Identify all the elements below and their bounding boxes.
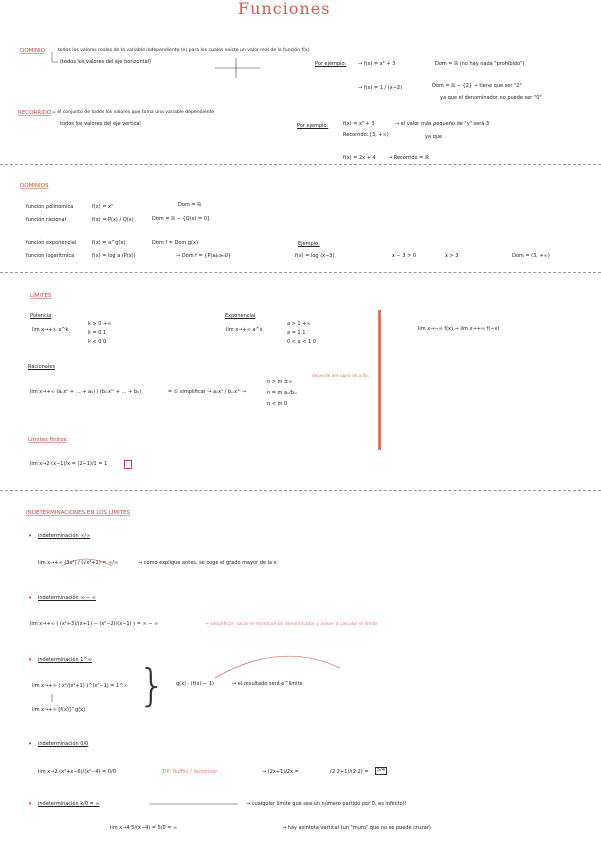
dominio-row-function: f(x) = log a (P(x)) xyxy=(92,253,136,259)
dominios-example: f(x) = log (x−3) xyxy=(295,253,335,259)
indeterminacion-tip: TIP: Ruffini / factorizar xyxy=(162,769,218,775)
recorrido-range-2: → Recorrido = ℝ xyxy=(388,155,429,161)
dominio-line1: todos los valores reales de la variable independiente (x) para los cuales existe un valor real de la función f(x) xyxy=(58,48,310,53)
dominios-example-step: x > 3 xyxy=(445,253,459,259)
indeterminacion-note-2: → hay asíntota vertical (un "muro" que no se puede cruzar) xyxy=(282,825,431,831)
racionales-case: n < m 0 xyxy=(267,401,288,407)
limites-finitos-label: Límites finitos xyxy=(28,437,67,443)
racionales-sign-note: depende del signo de aₙ/bₘ xyxy=(312,373,370,378)
potencia-case: k = 0 1 xyxy=(88,330,107,336)
bullet-icon: • xyxy=(28,594,33,602)
indeterminacion-expression-general: lim x→+∞ [f(x)]^g(x) xyxy=(32,707,86,713)
indeterminacion-step: (2·2+1)/(2·2) = xyxy=(330,769,369,775)
indeterminacion-note: → simplificar, sacar el mcm/común denominador y volver a calcular el límite xyxy=(205,622,378,627)
indeterminacion-label: indeterminación ∞/∞ xyxy=(38,533,91,539)
page-title: Funciones xyxy=(238,0,331,18)
indeterminacion-rule: g(x) · (f(x) − 1) xyxy=(176,681,214,687)
indeterminacion-note: → el resultado será e^limite xyxy=(232,681,303,687)
dominio-row-name: función logarítmica xyxy=(26,253,75,259)
dominio-heading: DOMINIO xyxy=(20,48,45,54)
recorrido-line1: = el conjunto de todos los valores que toma una variable dependiente xyxy=(52,110,215,115)
bullet-icon: • xyxy=(28,656,33,664)
dominio-row-domain: → Dom f = {P(x) > 0} xyxy=(176,253,232,259)
recorrido-example-1: f(x) = x² + 3 xyxy=(343,121,375,127)
indeterminacion-label: indeterminación ∞ − ∞ xyxy=(38,595,96,601)
dominio-example-2-note: ya que el denominador no puede ser "0" xyxy=(440,95,542,101)
recorrido-example-1-note: → el valor más pequeño de "y" será 3 xyxy=(395,121,490,127)
indeterminacion-note: → cualquier límite que sea un número partido por 0, es infinito!! xyxy=(246,801,407,807)
exponencial-case: a > 1 +∞ xyxy=(287,321,311,327)
indeterminacion-label: indeterminación 0/0 xyxy=(38,741,89,747)
indeterminacion-expression: lim x→2 (x²+x−6)/(x²−4) = 0/0 xyxy=(38,769,116,775)
racionales-label: Racionales xyxy=(28,364,55,370)
indeterminacion-note: → como explique antes, se coge el grado mayor de la x xyxy=(138,560,277,566)
bullet-icon: • xyxy=(28,532,33,540)
dominio-row-name: función racional xyxy=(26,217,66,223)
indeterminacion-result-box: 5/4 xyxy=(377,767,386,773)
exponencial-case: a = 1 1 xyxy=(287,330,306,336)
potencia-case: k < 0 0 xyxy=(88,339,107,345)
dominio-row-domain: Dom f = Dom g(x) xyxy=(152,240,198,246)
dominios-example-step: x − 3 > 0 xyxy=(392,253,417,259)
dominio-row-name: función exponencial xyxy=(26,240,77,246)
dominio-row-domain: Dom = ℝ xyxy=(178,202,202,208)
dominio-line2: (todos los valores del eje horizontal) xyxy=(60,59,151,65)
dominio-row-function: f(x) = a^g(x) xyxy=(92,240,126,246)
dominios-heading: DOMINIOS xyxy=(20,183,49,189)
limites-finitos-expression: lim x→2 (x−1)/x = (2−1)/1 = 1 xyxy=(30,461,108,467)
exponencial-case: 0 < a < 1 0 xyxy=(287,339,316,345)
indeterminacion-label: indeterminación 1^∞ xyxy=(38,657,92,663)
exponencial-label: Exponencial xyxy=(225,313,256,319)
dominio-example-1-dom: Dom = ℝ (no hay nada "prohibido") xyxy=(435,61,525,67)
dominios-example-label: Ejemplo: xyxy=(298,241,320,247)
dominio-example-1: → f(x) = x² + 3 xyxy=(358,61,396,67)
indeterminacion-expression: lim x→+∞ (3x²) / (√x²+1) = ∞/∞ xyxy=(38,560,119,566)
indeterminaciones-heading: INDETERMINACIONES EN LOS LÍMITES xyxy=(26,510,131,516)
potencia-label: Potencia xyxy=(30,313,52,319)
potencia-case: k > 0 +∞ xyxy=(88,321,112,327)
indeterminacion-expression: lim x→+∞ ( (x²+3)/(x+1) − (x²−2)/(x−1) ) = ∞ − ∞ xyxy=(30,621,159,627)
dominio-row-domain: Dom = ℝ − {Q(x) = 0} xyxy=(152,216,211,222)
negative-infinity-rule: lim x→−∞ f(x) → lim x→+∞ f(−x) xyxy=(418,326,500,332)
dominio-row-function: f(x) = x² xyxy=(92,204,113,210)
indeterminacion-expression: lim x→4 5/(x−4) = 5/0 = ∞ xyxy=(110,825,178,831)
dominio-example-2: → f(x) = 1 / (x−2) xyxy=(358,85,403,91)
recorrido-range-1-note: ya que xyxy=(425,134,443,140)
potencia-expression: lim x→+∞ x^k xyxy=(32,327,69,333)
recorrido-example-2: f(x) = 2x + 4 xyxy=(343,155,376,161)
indeterminacion-step: → (2x+1)/2x = xyxy=(262,769,299,775)
indeterminacion-label: indeterminación k/0 = ∞ xyxy=(38,801,100,807)
exponencial-expression: lim x→+∞ a^x xyxy=(226,327,263,333)
dominio-example-2-dom: Dom = ℝ − {2} → tiene que ser "2" xyxy=(432,83,522,89)
racionales-step: = ① simplificar → aₙxⁿ / bₘxᵐ → xyxy=(168,389,247,395)
limites-heading: LÍMITES xyxy=(30,293,52,299)
indeterminacion-expression: lim x→+∞ ( x²/(x²+1) )^(x²−1) = 1^∞ xyxy=(32,683,128,689)
dominio-row-function: f(x) = P(x) / Q(x) xyxy=(92,217,134,223)
racionales-case: n = m aₙ/bₘ xyxy=(267,390,298,396)
recorrido-heading: RECORRIDO xyxy=(18,110,52,116)
racionales-expression: lim x→+∞ (aₙxⁿ + … + a₀) / (bₘxᵐ + … + b₀) xyxy=(30,389,142,395)
dominios-example-step: Dom = (3, +∞) xyxy=(512,253,550,259)
bullet-icon: • xyxy=(28,800,33,808)
bullet-icon: • xyxy=(28,740,33,748)
dominio-row-name: función polinómica xyxy=(26,204,74,210)
recorrido-line2: todos los valores del eje vertical xyxy=(60,121,141,127)
brace-icon: } xyxy=(138,660,166,711)
recorrido-range-1: Recorrido: [3, +∞) xyxy=(343,132,389,138)
dominio-example-label: Por ejemplo: xyxy=(315,61,347,67)
racionales-case: n > m ±∞ xyxy=(267,379,293,385)
recorrido-example-label: Por ejemplo: xyxy=(297,123,329,129)
